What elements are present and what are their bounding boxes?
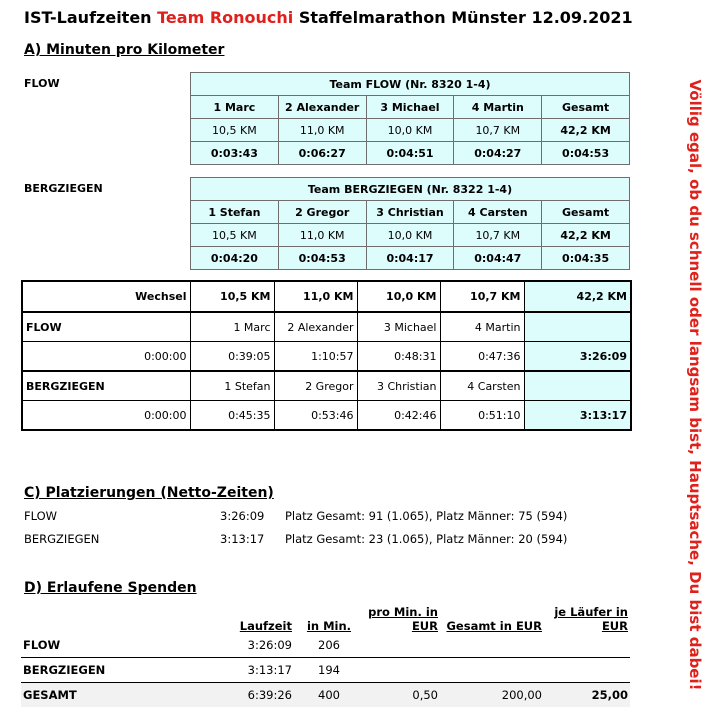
leg-time-cell: 0:42:46 [357,401,440,431]
time-cell: 6:39:26 [214,683,294,708]
placing-text: Platz Gesamt: 23 (1.065), Platz Männer: 20 (594) [285,532,568,546]
team-cell: FLOW [23,638,61,652]
team-flow-pace-table [190,72,630,165]
team-runner-row [22,312,631,342]
total-header: Gesamt [542,96,630,119]
distance-cell: 11,0 KM [278,119,366,142]
leg-distance: 11,0 KM [274,281,357,312]
column-header: in Min. [306,619,352,633]
per-runner-cell [544,633,630,658]
leg-time-cell: 0:48:31 [357,342,440,372]
distance-header-row [22,281,631,312]
runner-cell: 3 Christian [357,371,440,401]
time-cell: 3:26:09 [247,638,292,652]
runner-header: 3 Michael [366,96,454,119]
empty-header [21,597,214,633]
distance-cell: 10,0 KM [366,119,454,142]
runner-cell: 4 Carsten [440,371,524,401]
team-runner-row [22,371,631,401]
section-a-heading: A) Minuten pro Kilometer [24,42,225,58]
placing-time: 3:26:09 [220,509,265,523]
pace-cell: 0:04:17 [366,247,454,270]
runner-cell: 1 Marc [190,312,274,342]
team-cell: GESAMT [21,683,214,708]
runner-header: 1 Stefan [191,201,279,224]
distance-cell: 10,0 KM [366,224,454,247]
distance-cell: 11,0 KM [278,224,366,247]
runner-header: 3 Christian [366,201,454,224]
section-c-heading: C) Platzierungen (Netto-Zeiten) [24,485,274,501]
runner-header: 1 Marc [191,96,279,119]
placing-team: BERGZIEGEN [24,532,100,546]
per-min-cell [364,658,440,683]
runner-cell: 2 Alexander [274,312,357,342]
team-cell: BERGZIEGEN [21,658,214,683]
placing-team: FLOW [24,509,58,523]
team-name: Team Ronouchi [157,8,294,27]
total-cell [440,658,544,683]
column-header: pro Min. in EUR [368,605,438,633]
column-header: je Läufer in EUR [554,605,628,633]
pace-cell: 0:04:53 [278,247,366,270]
wechsel-header: Wechsel [22,281,190,312]
leg-time-cell: 0:39:05 [190,342,274,372]
pace-cell: 0:04:51 [366,142,454,165]
section-d-heading: D) Erlaufene Spenden [24,580,197,596]
side-note-text: Völlig egal, ob du schnell oder langsam bist, Hauptsache, Du bist dabei! [686,79,704,691]
leg-distance: 10,7 KM [440,281,524,312]
total-time-cell: 3:13:17 [524,401,631,431]
page-title: IST-Laufzeiten Team Ronouchi Staffelmarathon Münster 12.09.2021 [24,8,633,27]
team-flow-title: Team FLOW (Nr. 8320 1-4) [191,73,630,96]
minutes-cell: 206 [318,638,340,652]
donation-row [21,658,630,683]
team-name-cell: BERGZIEGEN [22,371,190,401]
distance-cell: 10,7 KM [454,224,542,247]
runner-header: 4 Carsten [454,201,542,224]
runner-header: 4 Martin [454,96,542,119]
leg-time-cell: 0:51:10 [440,401,524,431]
total-header: Gesamt [542,201,630,224]
donations-table [21,597,630,707]
distance-cell: 10,5 KM [191,224,279,247]
distance-cell: 10,7 KM [454,119,542,142]
total-time-cell: 3:26:09 [524,342,631,372]
pace-cell: 0:04:47 [454,247,542,270]
pace-cell: 0:04:20 [191,247,279,270]
empty-cell [524,312,631,342]
team-label-bergziegen: BERGZIEGEN [24,182,103,195]
placing-time: 3:13:17 [220,532,265,546]
leg-time-cell: 0:53:46 [274,401,357,431]
pace-cell: 0:03:43 [191,142,279,165]
time-cell: 3:13:17 [214,658,294,683]
column-header: Laufzeit [239,619,292,633]
team-label-flow: FLOW [24,77,60,90]
distance-cell: 10,5 KM [191,119,279,142]
minutes-cell: 400 [294,683,364,708]
runner-cell: 2 Gregor [274,371,357,401]
per-min-cell: 0,50 [364,683,440,708]
pace-total: 0:04:53 [542,142,630,165]
runner-header: 2 Gregor [278,201,366,224]
runner-header: 2 Alexander [278,96,366,119]
per-min-cell [364,633,440,658]
donations-header-row [21,597,630,633]
pace-cell: 0:06:27 [278,142,366,165]
total-cell: 200,00 [440,683,544,708]
placing-text: Platz Gesamt: 91 (1.065), Platz Männer: 75 (594) [285,509,568,523]
runner-cell: 4 Martin [440,312,524,342]
total-cell [440,633,544,658]
team-bergziegen-title: Team BERGZIEGEN (Nr. 8322 1-4) [191,178,630,201]
leg-time-cell: 0:45:35 [190,401,274,431]
leg-time-cell: 1:10:57 [274,342,357,372]
column-header: Gesamt in EUR [446,619,542,633]
runner-cell: 3 Michael [357,312,440,342]
pace-total: 0:04:35 [542,247,630,270]
start-time-cell: 0:00:00 [22,401,190,431]
side-note [682,80,708,690]
total-distance: 42,2 KM [524,281,631,312]
distance-total: 42,2 KM [542,224,630,247]
team-name-cell: FLOW [22,312,190,342]
leg-distance: 10,0 KM [357,281,440,312]
minutes-cell: 194 [294,658,364,683]
split-times-table [21,280,632,431]
runner-cell: 1 Stefan [190,371,274,401]
leg-distance: 10,5 KM [190,281,274,312]
start-time-cell: 0:00:00 [22,342,190,372]
per-runner-cell [544,658,630,683]
leg-time-cell: 0:47:36 [440,342,524,372]
team-time-row [22,401,631,431]
per-runner-cell: 25,00 [544,683,630,708]
team-bergziegen-pace-table [190,177,630,270]
donation-row [21,633,630,658]
empty-cell [524,371,631,401]
donation-total-row [21,683,630,708]
team-time-row [22,342,631,372]
distance-total: 42,2 KM [542,119,630,142]
pace-cell: 0:04:27 [454,142,542,165]
